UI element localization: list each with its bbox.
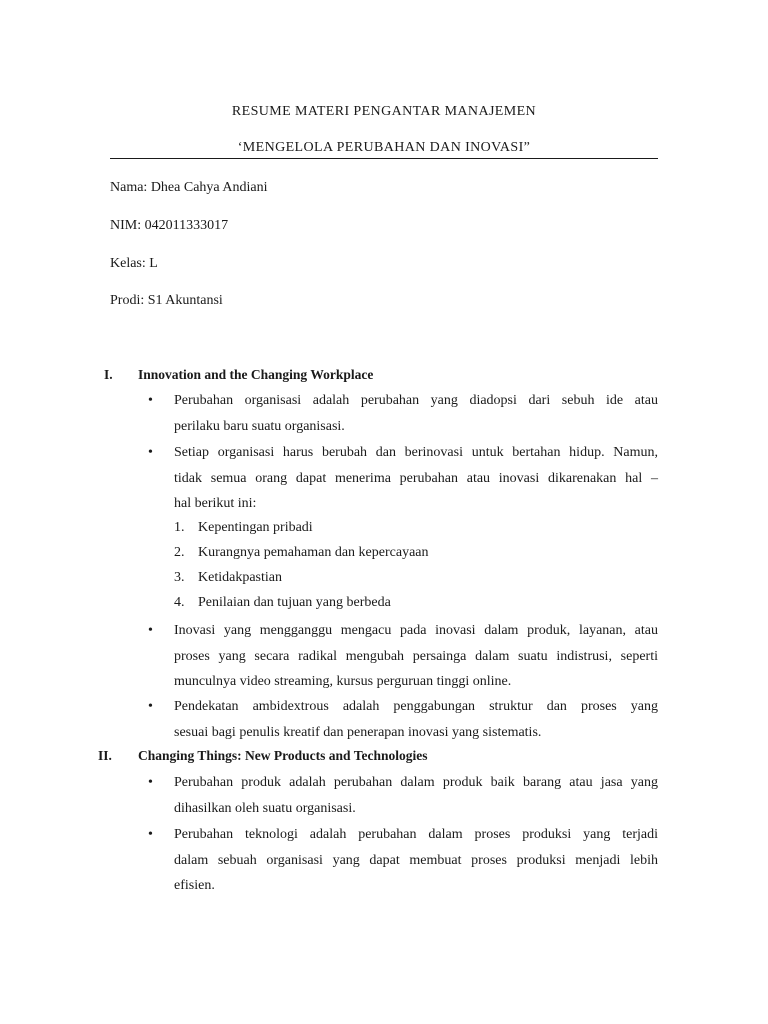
- list-number: 4.: [174, 595, 185, 610]
- list-item: Penilaian dan tujuan yang berbeda: [198, 595, 391, 610]
- list-item: Kurangnya pemahaman dan kepercayaan: [198, 545, 429, 560]
- paragraph-line: Perubahan produk adalah perubahan dalam produk baik barang atau jasa yang: [174, 775, 658, 790]
- section-number: II.: [98, 748, 112, 763]
- bullet-icon: •: [148, 827, 153, 842]
- paragraph-line: proses yang secara radikal mengubah persainga dalam suatu indistrusi, seperti: [174, 648, 658, 664]
- paragraph-line: Perubahan teknologi adalah perubahan dalam proses produksi yang terjadi: [174, 827, 658, 842]
- paragraph-line: munculnya video streaming, kursus perguruan tinggi online.: [174, 674, 512, 689]
- bullet-paragraph: [174, 770, 658, 821]
- paragraph-line: sesuai bagi penulis kreatif dan penerapan inovasi yang sistematis.: [174, 724, 542, 740]
- list-item: Kepentingan pribadi: [198, 520, 313, 535]
- bullet-icon: •: [148, 775, 153, 790]
- bullet-icon: •: [148, 623, 153, 638]
- paragraph-line: dihasilkan oleh suatu organisasi.: [174, 800, 356, 816]
- bullet-paragraph: [174, 618, 658, 695]
- bullet-icon: •: [148, 445, 153, 460]
- bullet-paragraph: [174, 440, 658, 517]
- bullet-icon: •: [148, 393, 153, 408]
- paragraph-line: Inovasi yang mengganggu mengacu pada inovasi dalam produk, layanan, atau: [174, 623, 658, 638]
- student-class: Kelas: L: [110, 256, 158, 271]
- document-subtitle: ‘MENGELOLA PERUBAHAN DAN INOVASI”: [237, 140, 531, 155]
- bullet-paragraph: [174, 694, 658, 745]
- paragraph-line: Perubahan organisasi adalah perubahan yang diadopsi dari sebuh ide atau: [174, 393, 658, 408]
- list-item: Ketidakpastian: [198, 570, 282, 585]
- paragraph-line: hal berikut ini:: [174, 496, 257, 511]
- paragraph-line: dalam sebuah organisasi yang dapat membuat proses produksi menjadi lebih: [174, 852, 658, 868]
- list-number: 3.: [174, 570, 185, 585]
- section-number: I.: [104, 367, 113, 382]
- student-name: Nama: Dhea Cahya Andiani: [110, 180, 268, 195]
- student-nim: NIM: 042011333017: [110, 218, 229, 233]
- paragraph-line: efisien.: [174, 878, 215, 893]
- student-program: Prodi: S1 Akuntansi: [110, 293, 223, 308]
- bullet-paragraph: [174, 822, 658, 899]
- paragraph-line: Setiap organisasi harus berubah dan berinovasi untuk bertahan hidup. Namun,: [174, 445, 658, 460]
- list-number: 2.: [174, 545, 185, 560]
- paragraph-line: Pendekatan ambidextrous adalah penggabungan struktur dan proses yang: [174, 699, 658, 714]
- section-title: Changing Things: New Products and Technologies: [138, 748, 428, 763]
- document-title: RESUME MATERI PENGANTAR MANAJEMEN: [231, 104, 537, 119]
- section-title: Innovation and the Changing Workplace: [138, 367, 374, 382]
- list-number: 1.: [174, 520, 185, 535]
- paragraph-line: perilaku baru suatu organisasi.: [174, 418, 345, 434]
- bullet-icon: •: [148, 699, 153, 714]
- paragraph-line: tidak semua orang dapat menerima perubahan atau inovasi dikarenakan hal –: [174, 470, 658, 486]
- title-underline: [110, 158, 658, 159]
- bullet-paragraph: [174, 388, 658, 439]
